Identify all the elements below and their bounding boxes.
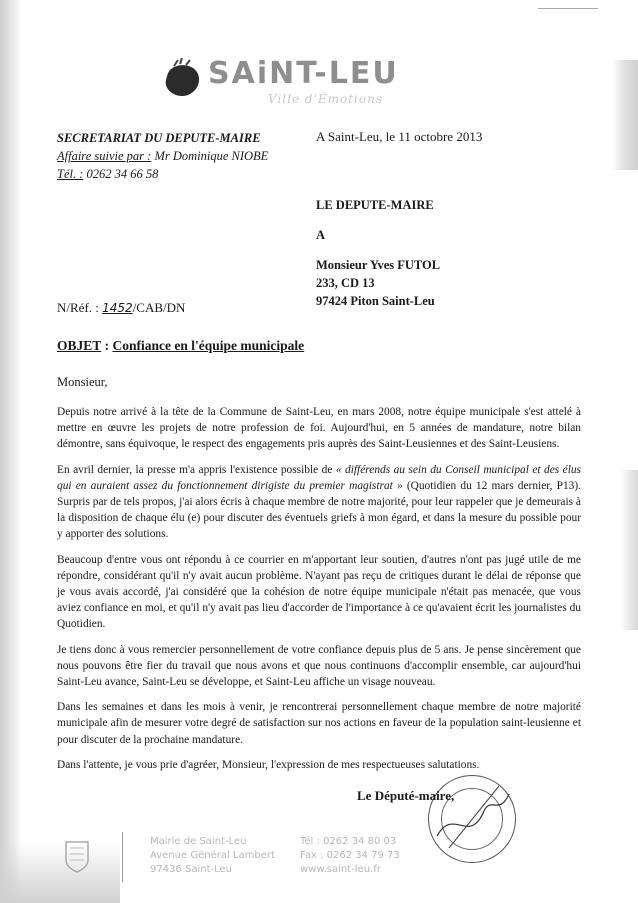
scan-shadow-bottom (0, 843, 120, 903)
greeting: Monsieur, (57, 375, 108, 389)
sender-office: SECRETARIAT DU DEPUTE-MAIRE (57, 131, 261, 145)
footer-fax: Fax : 0262 34 79 73 (300, 850, 400, 861)
recipient-block (316, 196, 440, 310)
paragraph-2-end: (Quotidien du 12 mars dernier, P13). Surpris par de tels propos, j'ai alors écris à chaque membre de notre majorité, pour leur rappeler que je demeurais à la disposition de chaque élu (e) pour discuter des éventuels griefs à mon égard, et dans la mesure du possible pour y apporter des solutions. (57, 479, 581, 541)
reference-number: 1452 (102, 301, 133, 315)
sender-block (57, 129, 268, 183)
from-title: LE DEPUTE-MAIRE (316, 198, 434, 212)
scan-shadow-right-lower (620, 470, 638, 630)
tel-label: Tél. : (57, 167, 84, 181)
footer-divider (122, 832, 123, 882)
logo-tagline: Ville d'Émotions (268, 92, 383, 106)
paragraph-2 (57, 462, 581, 543)
affaire-label: Affaire suivie par : (57, 149, 152, 163)
place-date: A Saint-Leu, le 11 octobre 2013 (316, 129, 483, 144)
footer-tel: Tél : 0262 34 80 03 (300, 836, 397, 847)
signature-title: Le Député-maire, (357, 788, 455, 803)
to-word: A (316, 228, 326, 242)
paragraph-2-start: En avril dernier, la presse m'a appris l'existence possible de (57, 463, 336, 476)
letter-body (57, 404, 581, 782)
footer-address (150, 835, 275, 877)
municipal-seal-icon (62, 838, 92, 874)
subject-label: OBJET (57, 338, 102, 353)
footer-contact (300, 835, 400, 877)
footer-web: www.saint-leu.fr (300, 864, 381, 875)
scan-shadow-right (612, 60, 638, 170)
tel-line (57, 165, 268, 183)
paragraph-2-quote: « différends au sein du Conseil municipal et des élus qui en auraient assez du fonctionnement dirigiste du premier magistrat » (57, 463, 581, 492)
recipient-address-1: 233, CD 13 (316, 276, 375, 290)
recipient-name: Monsieur Yves FUTOL (316, 258, 441, 272)
affaire-value: Mr Dominique NIOBE (154, 149, 269, 163)
paragraph-5: Dans les semaines et dans les mois à venir, je rencontrerai personnellement chaque membre de notre majorité municipale afin de mesurer votre degré de satisfaction sur nos actions en faveur de la population saint-leusienne et pour discuter de la prochaine mandature. (57, 701, 581, 746)
paragraph-3: Beaucoup d'entre vous ont répondu à ce courrier en m'apportant leur soutien, d'autres n'ont pas jugé utile de me répondre, considérant qu'il n'y avait aucun problème. N'ayant pas reçu de critiques durant le délai de réponse que je vous avais accordé, j'ai considéré que la cohésion de notre équipe municipale n'était pas menacée, que vous aviez confiance en moi, et qu'il n'y avait pas lieu d'accorder de l'importance à ce qu'avaient écrit les journalistes du Quotidien. (57, 553, 581, 631)
island-icon (160, 58, 204, 102)
paragraph-6: Dans l'attente, je vous prie d'agréer, Monsieur, l'expression de mes respectueuses salutations. (57, 758, 480, 771)
scan-mark (538, 8, 598, 9)
saint-leu-logo (160, 52, 460, 112)
tel-value: 0262 34 66 58 (86, 167, 159, 181)
logo-wordmark: SAiNT-LEU (208, 56, 399, 91)
paragraph-1: Depuis notre arrivé à la tête de la Commune de Saint-Leu, en mars 2008, notre équipe municipale s'est attelé à mettre en œuvre les projets de notre profession de foi. Aujourd'hui, en 5 années de mandature, notre bilan démontre, sans équivoque, le respect des engagements pris auprès des Saint-Leusiennes et des Saint-Leusiens. (57, 406, 581, 451)
footer-address-1: Mairie de Saint-Leu (150, 836, 247, 847)
reference-label: N/Réf. : (57, 300, 99, 315)
scan-shadow-left (0, 0, 22, 903)
reference-suffix: /CAB/DN (132, 300, 186, 315)
footer-address-2: Avenue Général Lambert (150, 850, 275, 861)
subject-separator: : (101, 338, 113, 353)
footer-address-3: 97436 Saint-Leu (150, 864, 232, 875)
reference-line (57, 300, 185, 316)
subject-text: Confiance en l'équipe municipale (112, 338, 305, 353)
subject-line (57, 338, 304, 354)
paragraph-4: Je tiens donc à vous remercier personnellement de votre confiance depuis plus de 5 ans. Je pense sincèrement que nous pouvons être fier du travail que nous avons et que nous continuons d'accomplir ensemble, car aujourd'hui Saint-Leu avance, Saint-Leu se développe, et Saint-Leu affiche un visage nouveau. (57, 643, 581, 689)
affaire-line (57, 147, 268, 165)
recipient-address-2: 97424 Piton Saint-Leu (316, 294, 435, 308)
